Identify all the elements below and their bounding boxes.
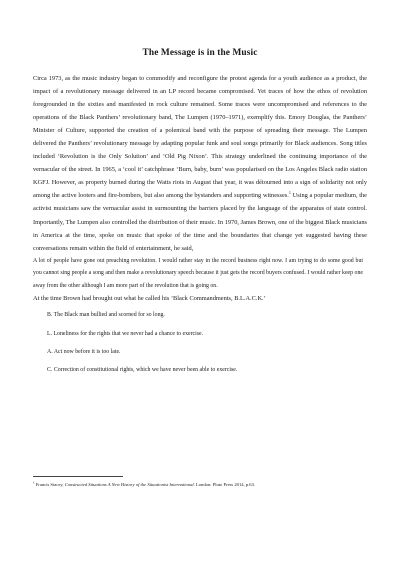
footnote-publisher: . London: Pluto Press 2014, p.63. xyxy=(193,482,256,487)
body-paragraph xyxy=(33,72,367,255)
footnote xyxy=(33,481,367,488)
list-item: L. Loneliness for the rights that we never had a chance to exercise. xyxy=(47,330,204,337)
commandments-list xyxy=(33,309,367,376)
paragraph-text-part-2: Using a popular medium, the activist musicians saw the vernacular assist in surmounting the barriers placed by the language of the apparatus of state control. Importantly, The Lumpen also controlled the distribution of their music. In 1970, James Brown, one of the biggest Black musicians in America at the time, spoke on music that spoke of the time and the boundaries that change yet suggested having these conversations remain within the field of entertainment, he said, xyxy=(33,192,367,252)
footnote-reference[interactable]: 1 xyxy=(288,190,291,196)
block-quote: A lot of people have gone out preaching revolution. I would rather stay in the record business right now. I am trying to do some good but you cannot sing people a song and then make a revolutionary speech because it just gets the record buyers confused. I would rather keep one away from the other although I am more part of the revolution that is going on. xyxy=(33,257,363,289)
paragraph-text-part-1: Circa 1973, as the music industry began to commodify and reconfigure the protest agenda for a youth audience as a product, the impact of a revolutionary message delivered in an LP record became compromised. Yet traces of how the ethos of revolution foregrounded in the sixties and manifested in rock culture remained. Some traces were uncompromised and references to the operations of the Black Panthers’ revolutionary band, The Lumpen (1970–1971), exemplify this. Emory Douglas, the Panthers’ Minister of Culture, supported the creation of a polemical band with the purpose of spreading their message. The Lumpen delivered the Panthers’ revolutionary message by adapting popular funk and soul songs primarily for Black audiences. Song titles included ‘Revolution is the Only Solution’ and ‘Old Pig Nixon’. This strategy underlined the continuing importance of the vernacular of the street. In 1965, a ‘cool it’ catchphrase ‘Burn, baby, burn’ was popularised on the Los Angeles Black radio station KGFJ. However, as property burned during the Watts riots in August that year, it was détourned into a sign of solidarity not only among the active looters and fire-bombers, but also among the bystanders and supporting witnesses. xyxy=(33,75,367,200)
footnote-mark: 1 xyxy=(33,480,35,485)
footnote-book-title: Constructed Situations A New History of the Situationist International xyxy=(64,482,194,487)
list-item: A. Act now before it is too late. xyxy=(47,348,121,355)
footnote-author: Francis Stacey, xyxy=(34,482,65,487)
document-body xyxy=(33,72,367,382)
page-title: The Message is in the Music xyxy=(142,48,258,58)
post-quote-paragraph: At the time Brown had brought out what he called his ‘Black Commandments, B.L.A.C.K.’ xyxy=(33,295,266,303)
list-item: C. Correction of constitutional rights, which we have never been able to exercise. xyxy=(47,366,238,373)
footnote-divider xyxy=(33,476,123,477)
list-item: B. The Black man bullied and scorned for so long. xyxy=(47,312,165,319)
